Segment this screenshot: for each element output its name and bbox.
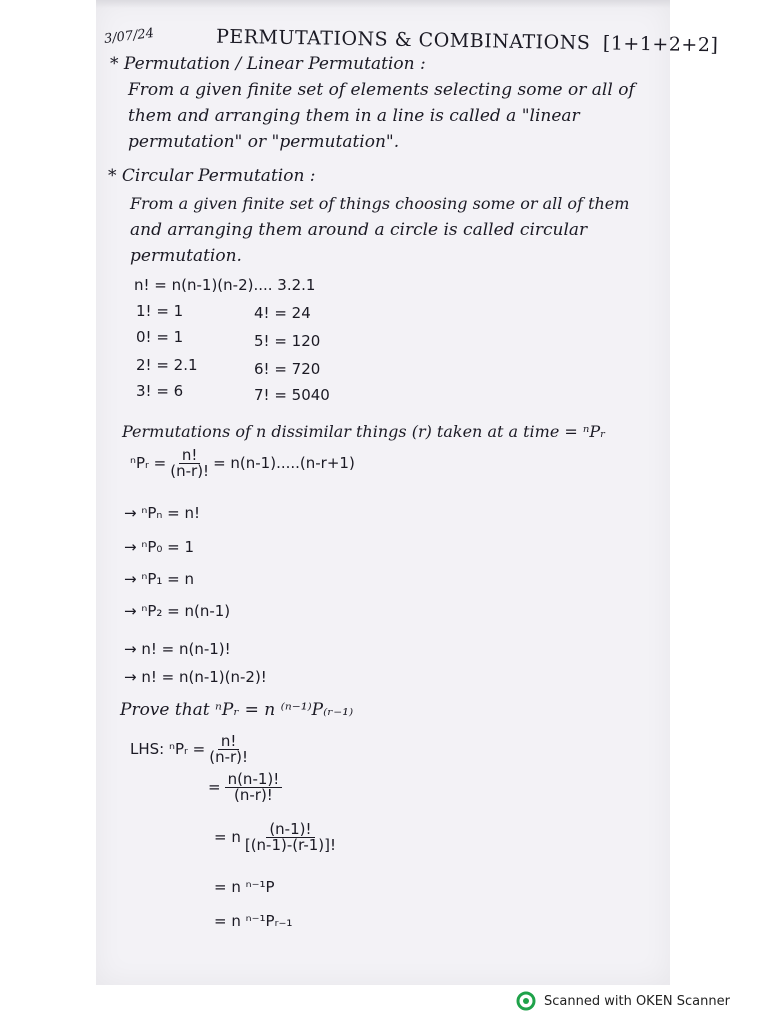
factorial-value: 1! = 1 bbox=[136, 302, 184, 320]
title-marks: [1+1+2+2] bbox=[602, 32, 719, 57]
proof-denominator: (n-r)! bbox=[209, 748, 249, 766]
factorial-definition: n! = n(n-1)(n-2).... 3.2.1 bbox=[134, 276, 316, 294]
npr-numerator: n! bbox=[179, 448, 201, 464]
proof-denominator: [(n-1)-(r-1)]! bbox=[244, 836, 337, 854]
proof-step-3 bbox=[214, 822, 340, 853]
npr-formula-rhs: = n(n-1).....(n-r+1) bbox=[213, 454, 355, 472]
factorial-value: 6! = 720 bbox=[254, 360, 321, 378]
npr-special-case: → ⁿP₂ = n(n-1) bbox=[124, 602, 231, 620]
proof-numerator: n(n-1)! bbox=[225, 772, 283, 788]
proof-denominator: (n-r)! bbox=[234, 786, 273, 804]
proof-numerator: n! bbox=[218, 734, 240, 750]
oken-scanner-logo-icon bbox=[516, 991, 536, 1011]
scanner-watermark bbox=[516, 990, 730, 1012]
npr-heading: Permutations of n dissimilar things (r) taken at a time = ⁿPᵣ bbox=[122, 422, 606, 441]
npr-formula-lhs: ⁿPᵣ = bbox=[130, 454, 167, 472]
proof-step-5: = n ⁿ⁻¹Pᵣ₋₁ bbox=[214, 912, 293, 930]
factorial-value: 4! = 24 bbox=[254, 304, 311, 322]
circular-definition-line: and arranging them around a circle is called circular bbox=[130, 220, 588, 240]
proof-step-4: = n ⁿ⁻¹P bbox=[214, 878, 275, 896]
factorial-value: 7! = 5040 bbox=[254, 386, 330, 404]
circular-definition-line: permutation. bbox=[130, 246, 242, 266]
notebook-page bbox=[96, 0, 719, 985]
linear-definition-line: permutation" or "permutation". bbox=[128, 132, 400, 152]
factorial-identity: → n! = n(n-1)(n-2)! bbox=[124, 668, 267, 686]
proof-step-2: = $\frac{n(n-1)!}{(n-r)!}$ bbox=[208, 772, 286, 803]
factorial-value: 5! = 120 bbox=[254, 332, 321, 350]
proof-fraction bbox=[245, 822, 336, 853]
linear-permutation-heading: * Permutation / Linear Permutation : bbox=[110, 54, 426, 74]
factorial-value: 2! = 2.1 bbox=[136, 356, 198, 374]
proof-step-1 bbox=[130, 734, 252, 765]
title-text: PERMUTATIONS & COMBINATIONS bbox=[215, 25, 591, 55]
npr-special-case: → ⁿP₀ = 1 bbox=[124, 538, 195, 556]
circular-definition-line: From a given finite set of things choosing some or all of them bbox=[130, 194, 630, 213]
proof-prefix: = n bbox=[214, 828, 241, 846]
proof-fraction bbox=[209, 734, 248, 765]
npr-special-case: → ⁿPₙ = n! bbox=[124, 504, 200, 522]
npr-formula bbox=[130, 448, 355, 479]
factorial-identity: → n! = n(n-1)! bbox=[124, 640, 231, 658]
prove-statement: Prove that ⁿPᵣ = n ⁽ⁿ⁻¹⁾P₍ᵣ₋₁₎ bbox=[120, 700, 354, 720]
proof-numerator: (n-1)! bbox=[266, 822, 314, 838]
npr-fraction bbox=[170, 448, 209, 479]
proof-fraction bbox=[225, 772, 283, 803]
note-date: 3/07/24 bbox=[103, 26, 155, 47]
npr-special-case: → ⁿP₁ = n bbox=[124, 570, 194, 588]
npr-denominator: (n-r)! bbox=[170, 462, 210, 480]
proof-lhs-label: LHS: ⁿPᵣ = bbox=[130, 740, 206, 758]
linear-definition-line: From a given finite set of elements selecting some or all of bbox=[128, 80, 635, 100]
scanner-label: Scanned with OKEN Scanner bbox=[544, 993, 730, 1009]
factorial-value: 0! = 1 bbox=[136, 328, 184, 346]
circular-permutation-heading: * Circular Permutation : bbox=[108, 166, 316, 186]
page-title bbox=[215, 25, 719, 57]
linear-definition-line: them and arranging them in a line is called a "linear bbox=[128, 106, 580, 126]
factorial-value: 3! = 6 bbox=[136, 382, 184, 400]
